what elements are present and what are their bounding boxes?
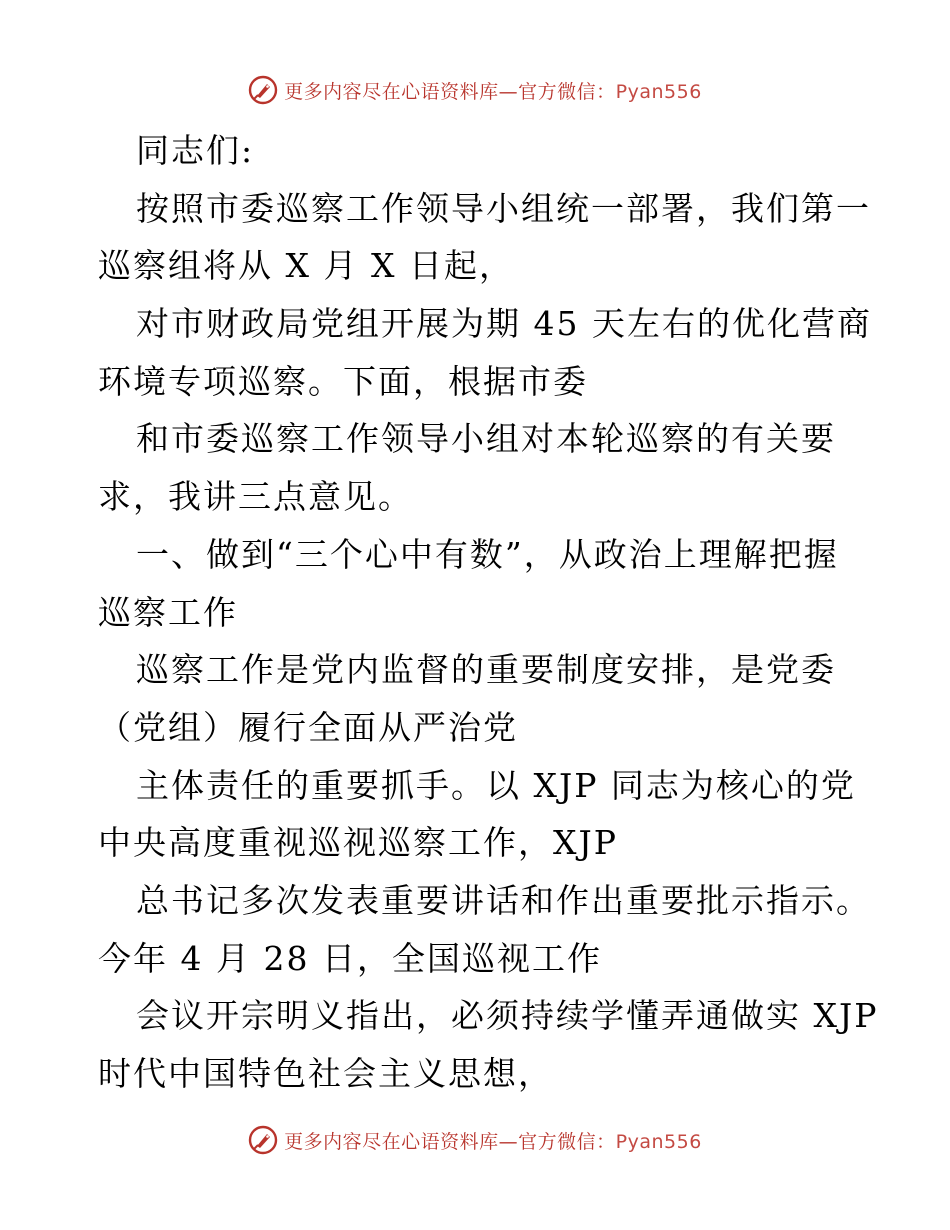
paragraph-line: 中央高度重视巡视巡察工作，XJP: [98, 823, 618, 863]
paragraph-line: 求，我讲三点意见。: [98, 477, 413, 517]
paragraph-line: 主体责任的重要抓手。以 XJP 同志为核心的党: [136, 765, 856, 805]
footer-banner: [0, 1120, 950, 1160]
paragraph-line: 对市财政局党组开展为期 45 天左右的优化营商: [136, 304, 872, 344]
section-heading-line: 巡察工作: [98, 592, 238, 632]
pen-nib-logo-icon: [248, 1125, 278, 1155]
pen-nib-logo-icon: [248, 75, 278, 105]
document-body: [98, 122, 879, 1103]
paragraph-line: 按照市委巡察工作领导小组统一部署，我们第一: [136, 188, 871, 228]
header-banner: [0, 70, 950, 110]
footer-banner-text: 更多内容尽在心语资料库—官方微信：Pyan556: [284, 1130, 702, 1153]
paragraph-line: 巡察工作是党内监督的重要制度安排，是党委: [136, 650, 836, 690]
paragraph-line: 环境专项巡察。下面，根据市委: [98, 361, 588, 401]
paragraph-line: 会议开宗明义指出，必须持续学懂弄通做实 XJP: [136, 996, 879, 1036]
salutation-line: 同志们:: [136, 131, 255, 170]
paragraph-line: 巡察组将从 X 月 X 日起，: [98, 246, 514, 286]
paragraph-line: 总书记多次发表重要讲话和作出重要批示指示。: [136, 880, 871, 920]
footer-banner-id: Pyan556: [615, 1130, 702, 1153]
paragraph-line: 时代中国特色社会主义思想，: [98, 1054, 553, 1093]
paragraph-line: 和市委巡察工作领导小组对本轮巡察的有关要: [136, 419, 836, 459]
paragraph-line: 今年 4 月 28 日，全国巡视工作: [98, 938, 602, 978]
paragraph-line: （党组）履行全面从严治党: [98, 707, 518, 747]
header-banner-text: 更多内容尽在心语资料库—官方微信：Pyan556: [284, 80, 702, 103]
section-heading-line: 一、做到“三个心中有数”，从政治上理解把握: [136, 534, 839, 574]
header-banner-id: Pyan556: [615, 80, 702, 103]
